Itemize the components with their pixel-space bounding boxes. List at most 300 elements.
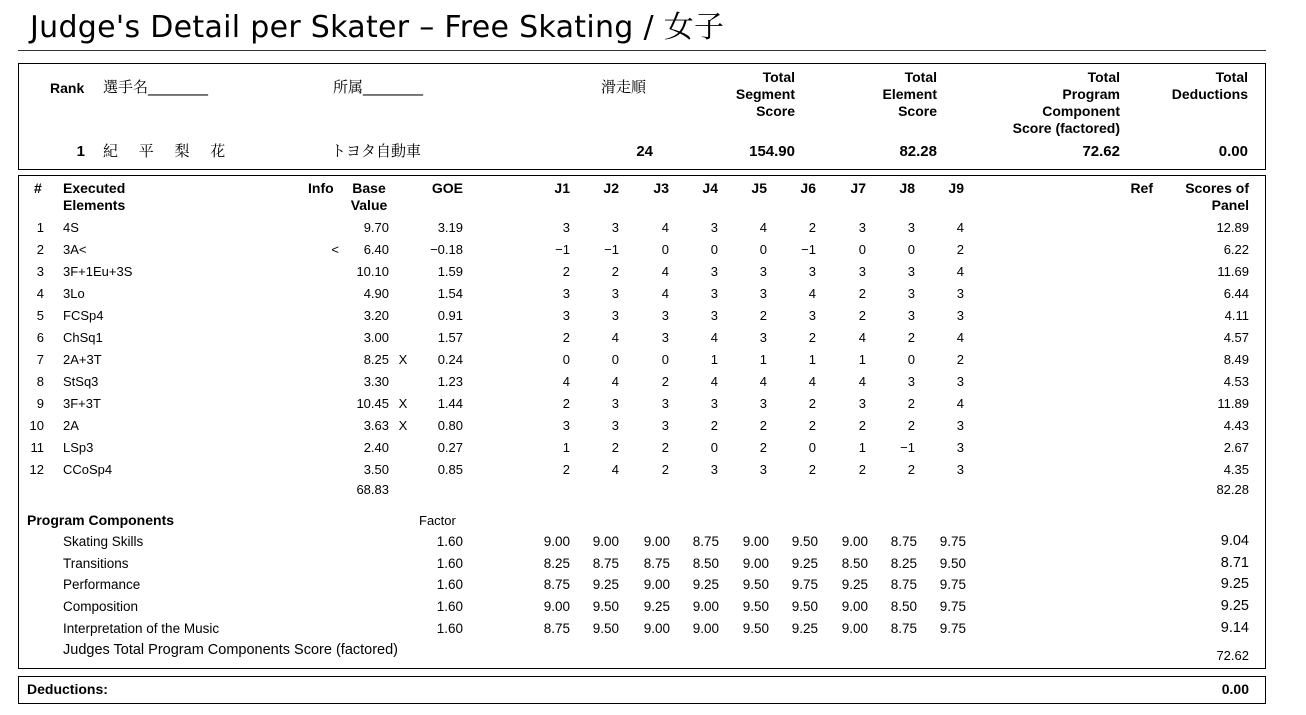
table-row bbox=[19, 440, 1263, 462]
element-judge-6: 0 bbox=[808, 440, 816, 455]
element-number: 9 bbox=[36, 396, 44, 411]
pcs-label-4: Score (factored) bbox=[1012, 120, 1120, 136]
element-judge-9: 3 bbox=[956, 462, 964, 477]
element-judge-3: 3 bbox=[661, 308, 669, 323]
element-judge-6: 3 bbox=[808, 264, 816, 279]
element-base-value: 6.40 bbox=[363, 242, 389, 257]
element-judge-7: 3 bbox=[858, 220, 866, 235]
element-judge-9: 2 bbox=[956, 242, 964, 257]
element-judge-3: 0 bbox=[661, 352, 669, 367]
element-judge-8: 3 bbox=[907, 308, 915, 323]
club-label: 所属________ bbox=[333, 78, 424, 96]
element-judge-3: 2 bbox=[661, 462, 669, 477]
col-num-header: # bbox=[34, 180, 42, 196]
component-score: 9.25 bbox=[1220, 576, 1249, 593]
tss-label-2: Segment bbox=[735, 86, 795, 102]
element-panel-score: 4.35 bbox=[1223, 462, 1249, 477]
element-judge-8: 2 bbox=[907, 330, 915, 345]
judge-header-6: J6 bbox=[800, 180, 816, 196]
element-judge-5: 3 bbox=[759, 396, 767, 411]
element-judge-4: 4 bbox=[710, 374, 718, 389]
component-judge-1: 8.25 bbox=[543, 555, 570, 571]
component-judge-5: 9.00 bbox=[742, 555, 769, 571]
element-goe: 1.59 bbox=[437, 264, 463, 279]
component-judge-8: 8.25 bbox=[890, 555, 917, 571]
component-judge-9: 9.75 bbox=[939, 620, 966, 636]
judge-header-1: J1 bbox=[554, 180, 570, 196]
element-base-value: 3.50 bbox=[363, 462, 389, 477]
element-panel-score: 11.69 bbox=[1217, 264, 1249, 279]
element-judge-9: 3 bbox=[956, 374, 964, 389]
element-name: 3F+1Eu+3S bbox=[63, 264, 133, 279]
element-judge-9: 3 bbox=[956, 440, 964, 455]
element-base-value: 3.30 bbox=[363, 374, 389, 389]
component-judge-8: 8.50 bbox=[890, 599, 917, 615]
element-number: 3 bbox=[36, 264, 44, 279]
element-judge-2: 4 bbox=[611, 374, 619, 389]
component-row bbox=[19, 556, 1263, 578]
element-judge-1: 1 bbox=[562, 440, 570, 455]
element-judge-1: 2 bbox=[562, 264, 570, 279]
component-row bbox=[19, 534, 1263, 556]
table-row bbox=[19, 352, 1263, 374]
element-panel-score: 12.89 bbox=[1216, 220, 1249, 235]
element-judge-3: 2 bbox=[661, 440, 669, 455]
component-name: Interpretation of the Music bbox=[63, 620, 220, 636]
rank-label: Rank bbox=[50, 80, 85, 96]
pc-total-label: Judges Total Program Components Score (factored) bbox=[63, 642, 399, 658]
element-judge-8: 2 bbox=[907, 418, 915, 433]
element-judge-5: 3 bbox=[759, 264, 767, 279]
component-judge-6: 9.75 bbox=[791, 577, 818, 593]
component-judge-4: 9.25 bbox=[692, 577, 719, 593]
element-judge-1: 3 bbox=[562, 286, 570, 301]
component-name: Transitions bbox=[63, 555, 129, 571]
component-judge-3: 9.00 bbox=[643, 620, 670, 636]
skater-rank: 1 bbox=[76, 143, 85, 160]
element-goe: 1.54 bbox=[437, 286, 463, 301]
element-judge-6: 4 bbox=[808, 374, 816, 389]
element-base-value: 10.10 bbox=[356, 264, 389, 279]
component-judge-9: 9.75 bbox=[939, 599, 966, 615]
element-judge-1: 0 bbox=[562, 352, 570, 367]
element-judge-8: 0 bbox=[907, 242, 915, 257]
element-name: ChSq1 bbox=[63, 330, 103, 345]
element-judge-9: 4 bbox=[956, 220, 964, 235]
component-judge-1: 8.75 bbox=[543, 620, 570, 636]
element-judge-7: 3 bbox=[858, 396, 866, 411]
detail-box bbox=[18, 175, 1266, 669]
component-factor: 1.60 bbox=[436, 620, 463, 636]
element-judge-1: −1 bbox=[555, 242, 570, 257]
deductions-value: 0.00 bbox=[1221, 681, 1249, 697]
component-judge-4: 8.50 bbox=[692, 555, 719, 571]
component-factor: 1.60 bbox=[436, 577, 463, 593]
component-judge-3: 9.00 bbox=[643, 534, 670, 549]
element-name: 2A+3T bbox=[63, 352, 102, 367]
col-panel-header-2: Panel bbox=[1211, 197, 1249, 213]
element-judge-4: 3 bbox=[710, 286, 718, 301]
element-judge-9: 3 bbox=[956, 308, 964, 323]
element-judge-4: 3 bbox=[710, 462, 718, 477]
element-judge-3: 4 bbox=[661, 264, 669, 279]
element-judge-5: 1 bbox=[759, 352, 767, 367]
component-row bbox=[19, 621, 1263, 643]
element-judge-8: 3 bbox=[907, 286, 915, 301]
component-judge-2: 9.50 bbox=[592, 620, 619, 636]
element-judge-2: 3 bbox=[611, 418, 619, 433]
element-judge-9: 3 bbox=[956, 286, 964, 301]
element-judge-8: 3 bbox=[907, 374, 915, 389]
element-name: FCSp4 bbox=[63, 308, 104, 323]
element-panel-score: 4.43 bbox=[1223, 418, 1249, 433]
component-judge-7: 9.00 bbox=[841, 620, 868, 636]
element-judge-1: 2 bbox=[562, 462, 570, 477]
table-row bbox=[19, 242, 1263, 264]
element-judge-7: 3 bbox=[858, 264, 866, 279]
element-judge-1: 3 bbox=[562, 308, 570, 323]
col-goe-header: GOE bbox=[431, 180, 463, 196]
element-name: StSq3 bbox=[63, 374, 99, 389]
element-goe: 0.24 bbox=[437, 352, 463, 367]
element-judge-5: 4 bbox=[759, 374, 767, 389]
element-judge-8: −1 bbox=[900, 440, 915, 455]
skater-tss: 154.90 bbox=[749, 143, 795, 160]
component-judge-7: 9.00 bbox=[841, 599, 868, 615]
pcs-label-1: Total bbox=[1087, 69, 1120, 85]
pc-total-value: 72.62 bbox=[1216, 648, 1249, 663]
element-name: 3A< bbox=[63, 242, 87, 257]
element-panel-score: 8.49 bbox=[1223, 352, 1249, 367]
element-judge-5: 2 bbox=[759, 418, 767, 433]
element-number: 1 bbox=[36, 220, 44, 235]
table-row bbox=[19, 462, 1263, 484]
tss-label-1: Total bbox=[762, 69, 795, 85]
element-judge-2: 3 bbox=[611, 220, 619, 235]
element-judge-7: 0 bbox=[858, 242, 866, 257]
skater-start-number: 24 bbox=[636, 143, 653, 160]
element-number: 4 bbox=[36, 286, 44, 301]
element-number: 10 bbox=[29, 418, 44, 433]
element-panel-score: 4.53 bbox=[1223, 374, 1249, 389]
element-judge-2: 4 bbox=[611, 330, 619, 345]
component-judge-5: 9.50 bbox=[742, 577, 769, 593]
table-row bbox=[19, 418, 1263, 440]
element-judge-7: 1 bbox=[858, 440, 866, 455]
component-name: Skating Skills bbox=[63, 534, 144, 549]
element-number: 5 bbox=[36, 308, 44, 323]
component-judge-3: 8.75 bbox=[643, 555, 670, 571]
col-executed-header-2: Elements bbox=[63, 197, 126, 213]
element-info: < bbox=[331, 242, 339, 257]
element-judge-3: 3 bbox=[661, 396, 669, 411]
element-goe: 0.80 bbox=[437, 418, 463, 433]
component-judge-9: 9.50 bbox=[939, 555, 966, 571]
element-judge-4: 3 bbox=[710, 308, 718, 323]
element-judge-7: 2 bbox=[858, 462, 866, 477]
component-judge-8: 8.75 bbox=[890, 534, 917, 549]
element-judge-1: 2 bbox=[562, 396, 570, 411]
component-judge-8: 8.75 bbox=[890, 620, 917, 636]
elements-total-base: 68.83 bbox=[356, 482, 389, 497]
component-score: 9.25 bbox=[1220, 598, 1249, 615]
component-judge-1: 8.75 bbox=[543, 577, 570, 593]
skater-summary-box bbox=[18, 63, 1266, 170]
component-judge-2: 9.00 bbox=[592, 534, 619, 549]
component-judge-6: 9.25 bbox=[791, 620, 818, 636]
component-judge-1: 9.00 bbox=[543, 534, 570, 549]
col-base-header-2: Value bbox=[350, 197, 388, 213]
element-number: 8 bbox=[36, 374, 44, 389]
element-goe: −0.18 bbox=[430, 242, 463, 257]
element-judge-1: 3 bbox=[562, 220, 570, 235]
component-score: 8.71 bbox=[1220, 554, 1249, 571]
tes-label-3: Score bbox=[898, 103, 937, 119]
element-judge-4: 0 bbox=[710, 440, 718, 455]
component-row bbox=[19, 577, 1263, 599]
component-judge-1: 9.00 bbox=[543, 599, 570, 615]
judge-header-4: J4 bbox=[702, 180, 718, 196]
component-judge-4: 9.00 bbox=[692, 620, 719, 636]
element-judge-3: 4 bbox=[661, 220, 669, 235]
element-judge-5: 0 bbox=[759, 242, 767, 257]
table-row bbox=[19, 374, 1263, 396]
table-row bbox=[19, 286, 1263, 308]
element-goe: 1.44 bbox=[437, 396, 463, 411]
element-base-value: 9.70 bbox=[363, 220, 389, 235]
element-judge-2: 3 bbox=[611, 286, 619, 301]
element-judge-6: 2 bbox=[808, 418, 816, 433]
element-judge-7: 4 bbox=[858, 374, 866, 389]
deductions-label: Deductions: bbox=[27, 681, 108, 697]
component-judge-7: 9.00 bbox=[841, 534, 868, 549]
element-name: 2A bbox=[63, 418, 79, 433]
element-judge-8: 2 bbox=[907, 462, 915, 477]
table-row bbox=[19, 264, 1263, 286]
element-judge-5: 2 bbox=[759, 308, 767, 323]
component-judge-6: 9.50 bbox=[791, 599, 818, 615]
component-judge-4: 9.00 bbox=[692, 599, 719, 615]
component-factor: 1.60 bbox=[436, 534, 463, 549]
element-bonus-mark: X bbox=[398, 418, 408, 433]
element-judge-5: 3 bbox=[759, 462, 767, 477]
element-judge-4: 2 bbox=[710, 418, 718, 433]
element-panel-score: 2.67 bbox=[1223, 440, 1249, 455]
component-judge-7: 8.50 bbox=[841, 555, 868, 571]
element-judge-5: 4 bbox=[759, 220, 767, 235]
skater-name: 紀 平 梨 花 bbox=[103, 142, 234, 160]
element-goe: 1.57 bbox=[437, 330, 463, 345]
element-judge-5: 3 bbox=[759, 286, 767, 301]
element-judge-7: 2 bbox=[858, 286, 866, 301]
col-ref-header: Ref bbox=[1130, 180, 1153, 196]
element-judge-8: 2 bbox=[907, 396, 915, 411]
col-panel-header-1: Scores of bbox=[1185, 180, 1249, 196]
element-judge-4: 0 bbox=[710, 242, 718, 257]
tes-label-1: Total bbox=[904, 69, 937, 85]
pcs-label-2: Program bbox=[1062, 86, 1120, 102]
element-panel-score: 4.11 bbox=[1224, 308, 1249, 323]
element-panel-score: 6.44 bbox=[1223, 286, 1249, 301]
element-judge-8: 3 bbox=[907, 220, 915, 235]
skater-pcs: 72.62 bbox=[1082, 143, 1120, 160]
element-judge-6: 2 bbox=[808, 396, 816, 411]
tss-label-3: Score bbox=[756, 103, 795, 119]
element-judge-9: 2 bbox=[956, 352, 964, 367]
element-judge-1: 3 bbox=[562, 418, 570, 433]
element-goe: 1.23 bbox=[437, 374, 463, 389]
element-judge-3: 2 bbox=[661, 374, 669, 389]
element-name: 4S bbox=[63, 220, 79, 235]
component-judge-5: 9.50 bbox=[742, 620, 769, 636]
element-bonus-mark: X bbox=[398, 352, 408, 367]
element-number: 12 bbox=[29, 462, 44, 477]
component-name: Performance bbox=[63, 577, 141, 593]
deductions-label-1: Total bbox=[1215, 69, 1248, 85]
component-judge-9: 9.75 bbox=[939, 577, 966, 593]
element-judge-2: 2 bbox=[611, 264, 619, 279]
table-row bbox=[19, 396, 1263, 418]
element-panel-score: 6.22 bbox=[1223, 242, 1249, 257]
element-judge-4: 3 bbox=[710, 220, 718, 235]
element-judge-9: 4 bbox=[956, 396, 964, 411]
start-number-label: 滑走順 bbox=[601, 78, 647, 96]
judge-header-8: J8 bbox=[899, 180, 915, 196]
element-judge-4: 1 bbox=[710, 352, 718, 367]
element-judge-7: 2 bbox=[858, 308, 866, 323]
element-number: 11 bbox=[30, 440, 44, 455]
element-judge-6: −1 bbox=[801, 242, 816, 257]
judge-header-5: J5 bbox=[751, 180, 767, 196]
page-title: Judge's Detail per Skater – Free Skating / 女子 bbox=[30, 10, 725, 45]
element-panel-score: 11.89 bbox=[1217, 396, 1249, 411]
element-judge-7: 2 bbox=[858, 418, 866, 433]
element-panel-score: 4.57 bbox=[1223, 330, 1249, 345]
component-judge-8: 8.75 bbox=[890, 577, 917, 593]
element-judge-7: 1 bbox=[858, 352, 866, 367]
component-judge-9: 9.75 bbox=[939, 534, 966, 549]
element-number: 6 bbox=[36, 330, 44, 345]
component-score: 9.04 bbox=[1220, 533, 1249, 549]
table-row bbox=[19, 308, 1263, 330]
element-judge-2: 4 bbox=[611, 462, 619, 477]
col-executed-header-1: Executed bbox=[63, 180, 126, 196]
component-judge-4: 8.75 bbox=[692, 534, 719, 549]
component-judge-2: 9.25 bbox=[592, 577, 619, 593]
deductions-box bbox=[18, 676, 1266, 704]
table-row bbox=[19, 220, 1263, 242]
component-judge-3: 9.25 bbox=[643, 599, 670, 615]
element-base-value: 10.45 bbox=[356, 396, 389, 411]
element-judge-9: 4 bbox=[956, 264, 964, 279]
component-factor: 1.60 bbox=[436, 555, 463, 571]
element-judge-4: 3 bbox=[710, 396, 718, 411]
title-divider bbox=[18, 50, 1266, 51]
element-judge-1: 2 bbox=[562, 330, 570, 345]
component-judge-6: 9.25 bbox=[791, 555, 818, 571]
element-judge-6: 2 bbox=[808, 462, 816, 477]
col-base-header-1: Base bbox=[352, 180, 386, 196]
judge-header-7: J7 bbox=[850, 180, 866, 196]
component-score: 9.14 bbox=[1220, 619, 1249, 636]
element-judge-6: 3 bbox=[808, 308, 816, 323]
element-judge-1: 4 bbox=[562, 374, 570, 389]
element-judge-6: 2 bbox=[808, 330, 816, 345]
element-judge-5: 2 bbox=[759, 440, 767, 455]
element-judge-5: 3 bbox=[759, 330, 767, 345]
element-base-value: 3.00 bbox=[363, 330, 389, 345]
skater-club: トヨタ自動車 bbox=[331, 142, 422, 160]
component-judge-7: 9.25 bbox=[841, 577, 868, 593]
element-number: 2 bbox=[36, 242, 44, 257]
judge-header-2: J2 bbox=[603, 180, 619, 196]
table-row bbox=[19, 330, 1263, 352]
component-row bbox=[19, 599, 1263, 621]
element-judge-7: 4 bbox=[858, 330, 866, 345]
component-judge-5: 9.50 bbox=[742, 599, 769, 615]
element-judge-8: 0 bbox=[907, 352, 915, 367]
tes-label-2: Element bbox=[882, 86, 937, 102]
element-goe: 3.19 bbox=[437, 220, 463, 235]
judge-header-3: J3 bbox=[653, 180, 669, 196]
skater-deductions: 0.00 bbox=[1218, 143, 1248, 160]
component-judge-2: 8.75 bbox=[592, 555, 619, 571]
program-components-heading: Program Components bbox=[27, 512, 175, 528]
element-judge-9: 4 bbox=[956, 330, 964, 345]
skater-tes: 82.28 bbox=[899, 143, 937, 160]
element-judge-8: 3 bbox=[907, 264, 915, 279]
elements-total-panel: 82.28 bbox=[1216, 482, 1249, 497]
component-judge-3: 9.00 bbox=[643, 577, 670, 593]
element-judge-2: 0 bbox=[611, 352, 619, 367]
judge-header-9: J9 bbox=[948, 180, 964, 196]
element-judge-3: 4 bbox=[661, 286, 669, 301]
element-goe: 0.27 bbox=[437, 440, 463, 455]
element-judge-4: 4 bbox=[710, 330, 718, 345]
element-judge-2: 3 bbox=[611, 308, 619, 323]
component-judge-6: 9.50 bbox=[791, 534, 818, 549]
name-label: 選手名________ bbox=[103, 78, 209, 96]
element-name: 3Lo bbox=[63, 286, 85, 301]
col-info-header: Info bbox=[308, 180, 334, 196]
element-judge-9: 3 bbox=[956, 418, 964, 433]
element-name: CCoSp4 bbox=[63, 462, 113, 477]
element-judge-6: 2 bbox=[808, 220, 816, 235]
component-judge-5: 9.00 bbox=[742, 534, 769, 549]
element-name: LSp3 bbox=[63, 440, 94, 455]
element-judge-3: 3 bbox=[661, 330, 669, 345]
element-judge-3: 0 bbox=[661, 242, 669, 257]
factor-header: Factor bbox=[419, 513, 456, 528]
element-base-value: 3.20 bbox=[363, 308, 389, 323]
element-bonus-mark: X bbox=[398, 396, 408, 411]
component-name: Composition bbox=[63, 599, 139, 615]
deductions-label-2: Deductions bbox=[1171, 86, 1248, 102]
element-judge-6: 1 bbox=[808, 352, 816, 367]
element-goe: 0.85 bbox=[437, 462, 463, 477]
element-base-value: 8.25 bbox=[363, 352, 389, 367]
element-goe: 0.91 bbox=[437, 308, 463, 323]
element-judge-3: 3 bbox=[661, 418, 669, 433]
element-number: 7 bbox=[36, 352, 44, 367]
element-judge-2: 3 bbox=[611, 396, 619, 411]
element-judge-2: −1 bbox=[604, 242, 619, 257]
element-judge-6: 4 bbox=[808, 286, 816, 301]
element-base-value: 4.90 bbox=[363, 286, 389, 301]
element-base-value: 2.40 bbox=[363, 440, 389, 455]
element-judge-2: 2 bbox=[611, 440, 619, 455]
element-base-value: 3.63 bbox=[363, 418, 389, 433]
